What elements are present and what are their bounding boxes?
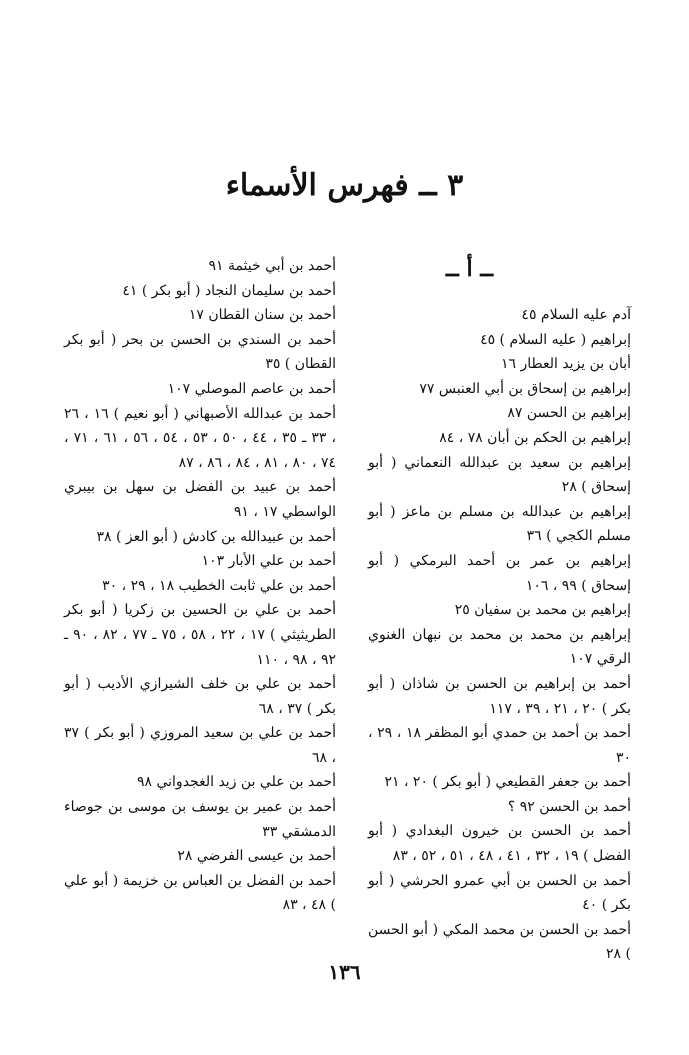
index-entry: أحمد بن أبي خيثمة ٩١ — [208, 258, 336, 274]
right-column-entries — [368, 303, 631, 967]
index-entry: أحمد بن إبراهيم بن الحسن بن شاذان ( أبو بكر ) ٢٠ ، ٢١ ، ٣٩ ، ١١٧ — [368, 675, 631, 717]
index-column-left — [64, 254, 336, 918]
index-entry: إبراهيم بن الحكم بن أبان ٧٨ ، ٨٤ — [439, 429, 631, 446]
index-entry: أحمد بن جعفر القطيعي ( أبو بكر ) ٢٠ ، ٢١ — [384, 774, 631, 791]
index-entry: أحمد بن عمير بن يوسف بن موسى بن جوصاء الدمشقي ٣٣ — [64, 799, 336, 840]
index-entry: إبراهيم بن عبدالله بن مسلم بن ماعز ( أبو مسلم الكجي ) ٣٦ — [368, 503, 631, 545]
index-entry: أحمد بن علي بن الحسين بن زكريا ( أبو بكر الطريثيثي ) ١٧ ، ٢٢ ، ٥٨ ، ٧٥ ـ ٧٧ ، ٨٢ ، ٩٠ ـ ٩٢ ، ٩٨ ، ١١٠ — [64, 602, 337, 668]
index-entry: أحمد بن الحسن بن محمد المكي ( أبو الحسن ) ٢٨ — [368, 921, 631, 963]
index-entry: إبراهيم بن عمر بن أحمد البرمكي ( أبو إسحاق ) ٩٩ ، ١٠٦ — [368, 552, 631, 594]
index-entry: أبان بن يزيد العطار ١٦ — [500, 356, 631, 373]
index-entry: أحمد بن السندي بن الحسن بن بحر ( أبو بكر القطان ) ٣٥ — [64, 331, 336, 373]
index-entry: أحمد بن الحسن ٩٢ ؟ — [507, 798, 631, 815]
index-entry: أحمد بن علي الأبار ١٠٣ — [201, 553, 336, 570]
index-entry: أحمد بن عبيد بن الفضل بن سهل بن بيبري الواسطي ١٧ ، ٩١ — [64, 479, 336, 520]
index-entry: إبراهيم بن محمد بن محمد بن نبهان الغنوي الرقي ١٠٧ — [368, 626, 631, 668]
index-entry: أحمد بن أحمد بن حمدي أبو المظفر ١٨ ، ٢٩ ، ٣٠ — [368, 725, 632, 766]
index-entry: إبراهيم بن الحسن ٨٧ — [507, 405, 631, 422]
index-entry: أحمد بن علي بن زيد الغجدواني ٩٨ — [136, 774, 336, 791]
index-entry: أحمد بن الحسن بن خيرون البغدادي ( أبو الفضل ) ١٩ ، ٣٢ ، ٤١ ، ٤٨ ، ٥١ ، ٥٢ ، ٨٣ — [368, 823, 631, 865]
left-column-entries — [64, 254, 336, 918]
index-entry: إبراهيم ( عليه السلام ) ٤٥ — [480, 331, 631, 348]
index-entry: أحمد بن عبدالله الأصبهاني ( أبو نعيم ) ١٦ ، ٢٦ ، ٣٣ ـ ٣٥ ، ٤٤ ، ٥٠ ، ٥٣ ، ٥٤ ، ٥٦ ، ٦١ ، ٧١ ، ٧٤ ، ٨٠ ، ٨١ ، ٨٤ ، ٨٦ ، ٨٧ — [64, 405, 337, 471]
section-letter: ــ أ ــ — [445, 256, 494, 282]
index-entry: أحمد بن سليمان النجاد ( أبو بكر ) ٤١ — [122, 282, 336, 299]
index-entry: أحمد بن عيسى الفرضي ٢٨ — [177, 848, 336, 865]
index-entry: آدم عليه السلام ٤٥ — [521, 307, 631, 323]
index-entry: أحمد بن عبيدالله بن كادش ( أبو العز ) ٣٨ — [96, 528, 336, 545]
page-number: ١٣٦ — [328, 960, 361, 984]
index-entry: أحمد بن الحسن بن أبي عمرو الحرشي ( أبو بكر ) ٤٠ — [368, 872, 631, 914]
index-entry: أحمد بن سنان القطان ١٧ — [188, 307, 336, 324]
index-entry: إبراهيم بن محمد بن سفيان ٢٥ — [454, 602, 631, 619]
index-entry: أحمد بن الفضل بن العباس بن خزيمة ( أبو علي ) ٤٨ ، ٨٣ — [64, 872, 336, 914]
index-entry: إبراهيم بن سعيد بن عبدالله النعماني ( أبو إسحاق ) ٢٨ — [368, 454, 631, 496]
page-title: ٣ ــ فهرس الأسماء — [225, 168, 464, 203]
index-column-right — [368, 254, 631, 967]
index-entry: أحمد بن عاصم الموصلي ١٠٧ — [167, 380, 336, 397]
index-entry: إبراهيم بن إسحاق بن أبي العنبس ٧٧ — [419, 380, 631, 397]
index-entry: أحمد بن علي بن خلف الشيرازي الأديب ( أبو بكر ) ٣٧ ، ٦٨ — [64, 676, 336, 717]
index-entry: أحمد بن علي ثابت الخطيب ١٨ ، ٢٩ ، ٣٠ — [102, 577, 336, 594]
index-entry: أحمد بن علي بن سعيد المروزي ( أبو بكر ) ٣٧ ، ٦٨ — [64, 725, 336, 766]
